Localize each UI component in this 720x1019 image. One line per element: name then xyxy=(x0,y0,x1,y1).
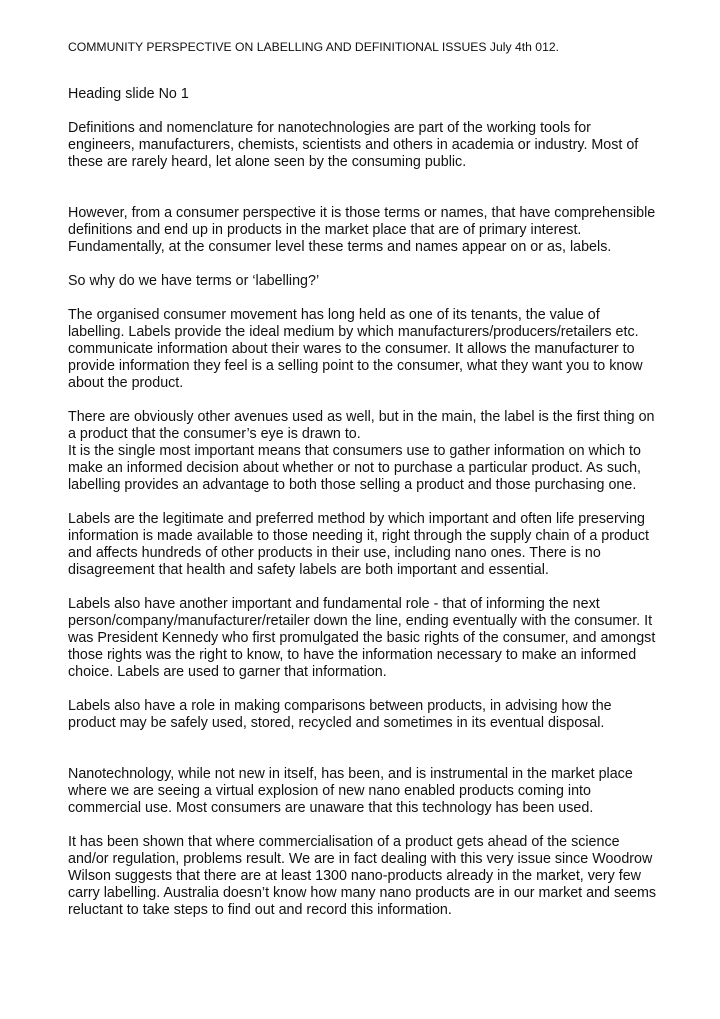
document-heading: Heading slide No 1 xyxy=(68,86,189,102)
paragraph-consumer-perspective: However, from a consumer perspective it is those terms or names, that have comprehensible definitions and end up in products in the market place that are of primary interest. Fundamentally, at the consumer level these terms and names appear on or as, labels. xyxy=(68,205,656,255)
page-header: COMMUNITY PERSPECTIVE ON LABELLING AND DEFINITIONAL ISSUES July 4th 012. xyxy=(68,40,560,54)
paragraph-comparisons: Labels also have a role in making comparisons between products, in advising how the product may be safely used, stored, recycled and sometimes in its eventual disposal. xyxy=(68,698,612,731)
paragraph-consumer-movement: The organised consumer movement has long held as one of its tenants, the value of labelling. Labels provide the ideal medium by which manufacturers/producers/retailers etc. communicate information about their wares to the consumer. It allows the manufacturer to provide information they feel is a selling point to the consumer, what they want you to know about the product. xyxy=(68,307,643,391)
paragraph-legitimate-method: Labels are the legitimate and preferred method by which important and often life preserving information is made available to those needing it, right through the supply chain of a product and affects hundreds of other products in their use, including nano ones. There is no disagreement that health and safety labels are both important and essential. xyxy=(68,511,649,578)
paragraph-fundamental-role: Labels also have another important and fundamental role - that of informing the next person/company/manufacturer/retailer down the line, ending eventually with the consumer. It was President Kennedy who first promulgated the basic rights of the consumer, and amongst those rights was the right to know, to have the information necessary to make an informed choice. Labels are used to garner that information. xyxy=(68,596,656,680)
paragraph-nanotechnology: Nanotechnology, while not new in itself, has been, and is instrumental in the market place where we are seeing a virtual explosion of new nano enabled products coming into commercial use. Most consumers are unaware that this technology has been used. xyxy=(68,766,633,816)
paragraph-why-labelling: So why do we have terms or ‘labelling?’ xyxy=(68,273,320,289)
paragraph-definitions: Definitions and nomenclature for nanotechnologies are part of the working tools for engineers, manufacturers, chemists, scientists and others in academia or industry. Most of these are rarely heard, let alone seen by the consuming public. xyxy=(68,120,639,170)
document-body xyxy=(68,86,658,936)
paragraph-other-avenues: There are obviously other avenues used as well, but in the main, the label is the first thing on a product that the consumer’s eye is drawn to. It is the single most important means that consumers use to gather information on which to make an informed decision about whether or not to purchase a particular product. As such, labelling provides an advantage to both those selling a product and those purchasing one. xyxy=(68,409,655,493)
paragraph-commercialisation: It has been shown that where commercialisation of a product gets ahead of the science and/or regulation, problems result. We are in fact dealing with this very issue since Woodrow Wilson suggests that there are at least 1300 nano-products already in the market, very few carry labelling. Australia doesn’t know how many nano products are in our market and seems reluctant to take steps to find out and record this information. xyxy=(68,834,657,918)
